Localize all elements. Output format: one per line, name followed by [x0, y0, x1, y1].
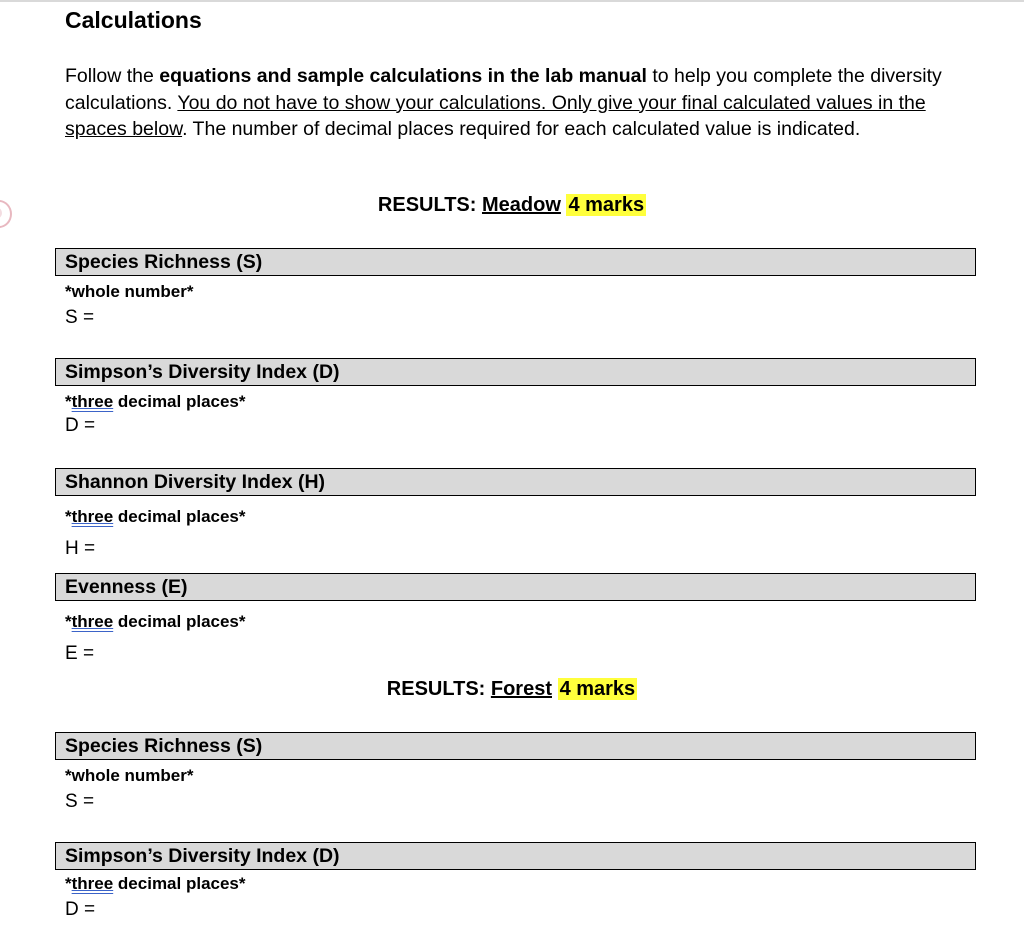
results-marks-badge: 4 marks: [568, 194, 645, 216]
req-rest: *: [186, 282, 194, 301]
section-title: Species Richness (S): [65, 735, 263, 757]
req-word: three: [71, 874, 114, 893]
req-rest: *: [186, 766, 194, 785]
results-prefix: RESULTS:: [386, 678, 486, 700]
instructions-emphasis: equations and sample calculations in the lab manual: [159, 65, 647, 87]
results-heading-forest: [0, 678, 1024, 701]
req-rest: decimal places*: [113, 612, 246, 631]
req-word: three: [71, 612, 114, 631]
instructions-text-1: Follow the: [65, 65, 160, 87]
precision-requirement: [65, 507, 246, 527]
req-word: three: [71, 507, 114, 526]
req-rest: decimal places*: [113, 392, 246, 411]
page-top-rule: [0, 0, 1024, 2]
answer-field-s[interactable]: S =: [65, 791, 95, 812]
req-rest: decimal places*: [113, 507, 246, 526]
section-title: Species Richness (S): [65, 251, 263, 273]
req-star: *: [65, 612, 72, 631]
section-title: Simpson’s Diversity Index (D): [65, 361, 340, 383]
precision-requirement: [65, 612, 246, 632]
req-star: *: [65, 282, 72, 301]
results-prefix: RESULTS:: [377, 194, 477, 216]
section-header-species-richness: [55, 732, 976, 760]
instructions-paragraph: [65, 63, 970, 143]
page-title: Calculations: [65, 7, 202, 33]
instructions-underlined: You do not have to show your calculations. Only give your final calculated values in the spaces below: [65, 91, 926, 140]
results-location: Forest: [490, 678, 552, 700]
answer-field-h[interactable]: H =: [65, 538, 96, 559]
answer-field-s[interactable]: S =: [65, 307, 95, 328]
instructions-text-2: to help you complete the diversity calculations.: [65, 65, 942, 114]
req-star: *: [65, 392, 72, 411]
section-title: Shannon Diversity Index (H): [65, 471, 326, 493]
section-title: Simpson’s Diversity Index (D): [65, 845, 340, 867]
req-star: *: [65, 766, 72, 785]
section-header-species-richness: [55, 248, 976, 276]
instructions-text-3: . The number of decimal places required for each calculated value is indicated.: [182, 118, 861, 140]
section-title: Evenness (E): [65, 576, 188, 598]
section-header-simpson: [55, 842, 976, 870]
answer-field-e[interactable]: E =: [65, 643, 95, 664]
req-star: *: [65, 874, 72, 893]
precision-requirement: [65, 282, 193, 302]
results-heading-meadow: [0, 194, 1024, 217]
req-word: whole number: [71, 766, 187, 785]
answer-field-d[interactable]: D =: [65, 899, 96, 920]
results-marks-badge: 4 marks: [559, 678, 636, 700]
section-header-shannon: [55, 468, 976, 496]
answer-field-d[interactable]: D =: [65, 415, 96, 436]
section-header-simpson: [55, 358, 976, 386]
req-rest: decimal places*: [113, 874, 246, 893]
req-word: three: [71, 392, 114, 411]
precision-requirement: [65, 874, 246, 894]
req-star: *: [65, 507, 72, 526]
section-header-evenness: [55, 573, 976, 601]
req-word: whole number: [71, 282, 187, 301]
precision-requirement: [65, 766, 193, 786]
results-location: Meadow: [481, 194, 561, 216]
precision-requirement: [65, 392, 246, 412]
